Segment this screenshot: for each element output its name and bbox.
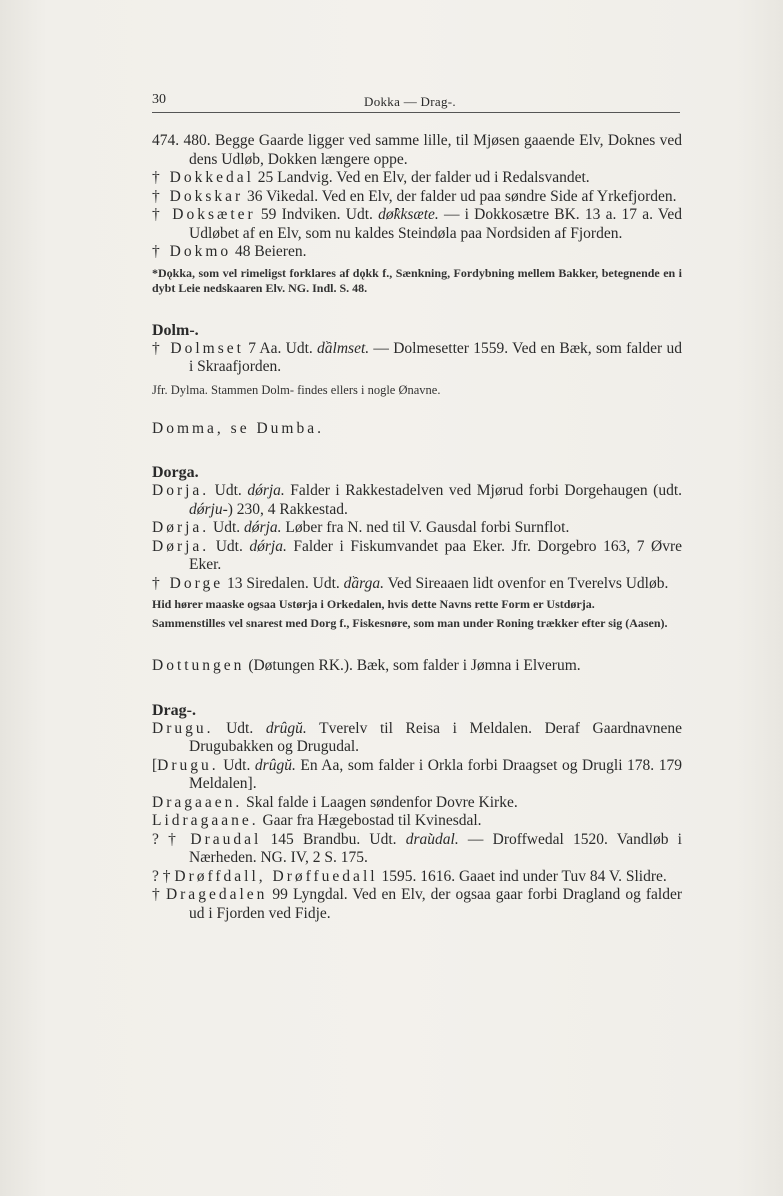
entry-dokskar: † Dokskar 36 Vikedal. Ved en Elv, der falder ud paa søndre Side af Yrkefjorden. <box>152 187 677 205</box>
entry-draudal: ? † Draudal 145 Brandbu. Udt. drau̇̀dal. — Droffwedal 1520. Vandløb i Nærheden. NG. IV, 2 S. 175. <box>152 830 682 866</box>
note-dolm: Jfr. Dylma. Stammen Dolm- findes ellers i nogle Ønavne. <box>152 382 441 397</box>
section-heading-dolm: Dolm-. <box>152 321 199 339</box>
entry-dokmo: † Dokmo 48 Beieren. <box>152 243 307 260</box>
page-body <box>152 132 682 923</box>
entry-droffdall: ? † Drøffdall, Drøffuedall 1595. 1616. Gaaet ind under Tuv 84 V. Slidre. <box>152 867 667 885</box>
entry-dorja-1: Dorja. Udt. dǿrja. Falder i Rakkestadelven ved Mjørud forbi Dorgehaugen (udt. dǿrju-) 230, 4 Rakkestad. <box>152 482 682 518</box>
entry-dragedalen: † Dragedalen 99 Lyngdal. Ved en Elv, der ogsaa gaar forbi Dragland og falder ud i Fjorden ved Fidje. <box>152 886 683 922</box>
entry-dorge: † Dorge 13 Siredalen. Udt. dầrga. Ved Sireaaen lidt ovenfor en Tverelvs Udløb. <box>152 574 669 592</box>
entry-dorja-2: Dørja. Udt. dǿrja. Løber fra N. ned til V. Gausdal forbi Surnflot. <box>152 519 570 536</box>
entry-dokka-continuation: 474. 480. Begge Gaarde ligger ved samme lille, til Mjøsen gaaende Elv, Doknes ved dens Udløb, Dokken længere oppe. <box>152 132 682 168</box>
entry-dottungen: Dottungen (Døtungen RK.). Bæk, som falder i Jømna i Elverum. <box>152 657 581 674</box>
section-heading-drag: Drag-. <box>152 701 196 719</box>
entry-domma: Domma, se Dumba. <box>152 419 324 437</box>
entry-drugu-2: [Drugu. Udt. drûgŭ. En Aa, som falder i Orkla forbi Draagset og Drugli 178. 179 Meldalen]. <box>152 756 682 792</box>
entry-dolmset: † Dolmset 7 Aa. Udt. dầlmset. — Dolmesetter 1559. Ved en Bæk, som falder ud i Skraafjorden. <box>152 339 682 375</box>
entry-drugu-1: Drugu. Udt. drûgŭ. Tverelv til Reisa i Meldalen. Deraf Gaardnavnene Drugubakken og Drugudal. <box>152 719 683 755</box>
section-heading-dorga: Dorga. <box>152 464 199 481</box>
entry-dragaaen: Dragaaen. Skal falde i Laagen søndenfor Dovre Kirke. <box>152 793 518 811</box>
page-number: 30 <box>152 92 166 107</box>
entry-lidragaane: Lidragaane. Gaar fra Hægebostad til Kvinesdal. <box>152 812 482 829</box>
entry-doksaeter: † Doksæter 59 Indviken. Udt. dø̂kksæte. — i Dokkosætre BK. 13 a. 17 a. Ved Udløbet af en Elv, som nu kaldes Steindøla paa Nordsiden af Fjorden. <box>152 206 682 242</box>
entry-dokkedal: † Dokkedal 25 Landvig. Ved en Elv, der falder ud i Redalsvandet. <box>152 169 590 186</box>
note-dorga-2: Sammenstilles vel snarest med Dorg f., Fiskesnøre, som man under Roning trækker efter sig (Aasen). <box>152 616 668 630</box>
running-head <box>152 92 680 113</box>
note-dorga-1: Hid hører maaske ogsaa Ustørja i Orkedalen, hvis dette Navns rette Form er Ustdørja. <box>152 597 595 611</box>
entry-dorja-3: Dørja. Udt. dǿrja. Falder i Fiskumvandet paa Eker. Jfr. Dorgebro 163, 7 Øvre Eker. <box>152 537 683 573</box>
note-dokka: *Dǫkka, som vel rimeligst forklares af dǫkk f., Sænkning, Fordybning mellem Bakker, betegnende en i dybt Leie nedskaaren Elv. NG. Indl. S. 48. <box>152 265 682 295</box>
running-title: Dokka — Drag-. <box>364 94 456 109</box>
